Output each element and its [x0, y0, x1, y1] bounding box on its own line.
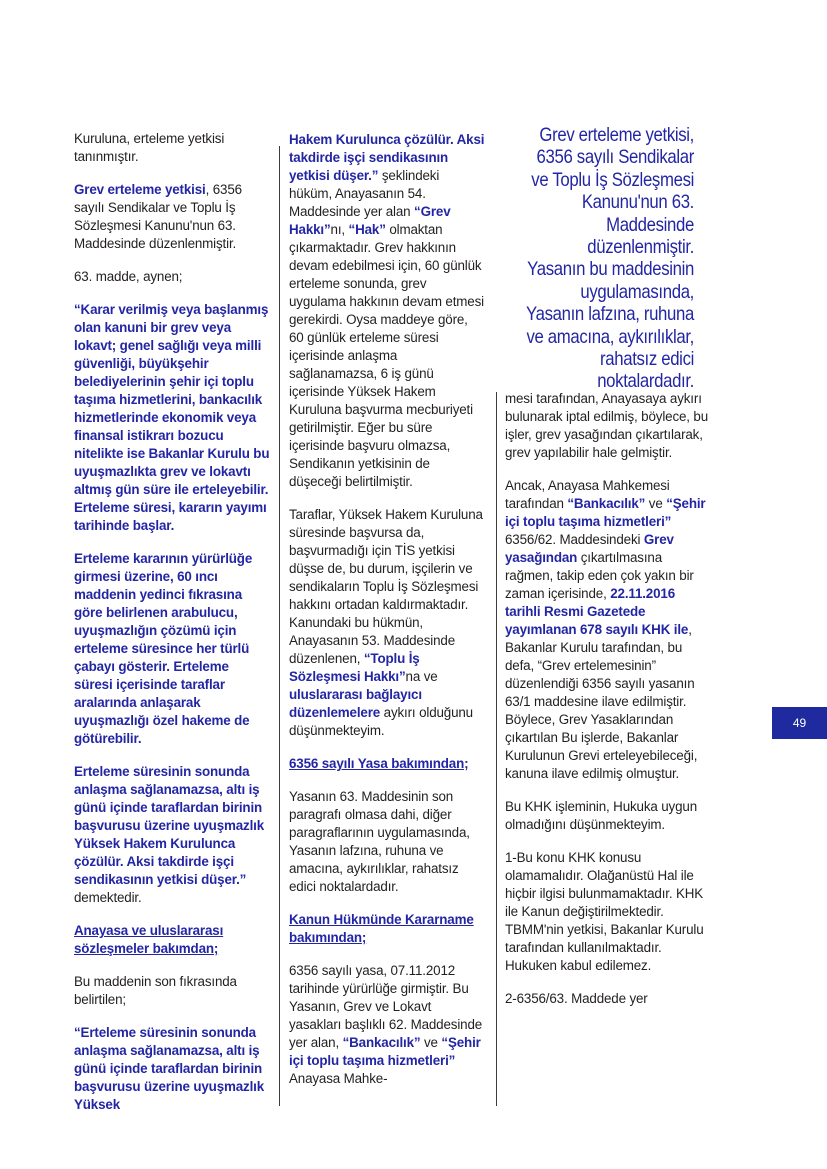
emphasis: “Grev Hakkı”: [289, 204, 451, 237]
text: Anayasa Mahke-: [289, 1071, 388, 1086]
text: Taraflar, Yüksek Hakem Kuruluna süresinde başvursa da, başvurmadığı için TİS yetkisi düşse de, bu durum, işçilerin ve sendikaların Toplu İş Sözleşmesi hakkını ortadan kaldırmaktadır. Kanundaki bu hükmün, Anayasanın 53. Maddesinde düzenlenen,: [289, 507, 483, 666]
column-1: [74, 130, 270, 1129]
section-heading: 6356 sayılı Yasa bakımından;: [289, 756, 469, 771]
column-divider: [279, 146, 280, 1106]
text: Ancak, Anayasa Mahkemesi tarafından: [505, 478, 670, 511]
text: demektedir.: [74, 890, 142, 905]
paragraph: mesi tarafından, Anayasaya aykırı bulunarak iptal edilmiş, böylece, bu işler, grev yasağından çıkartılarak, grev yapılabilir hale gelmiştir.: [505, 391, 709, 460]
paragraph: [74, 763, 270, 907]
paragraph: [289, 506, 485, 740]
section-heading: Kanun Hükmünde Kararname bakımından;: [289, 912, 474, 945]
emphasis: Hakem Kurulunca çözülür. Aksi takdirde işçi sendikasının yetkisi düşer.”: [289, 132, 485, 183]
quote-paragraph: “Erteleme süresinin sonunda anlaşma sağlanamazsa, altı iş günü içinde taraflardan birinin başvurusu üzerine uyuşmazlık Yüksek: [74, 1025, 265, 1112]
paragraph: 63. madde, aynen;: [74, 269, 183, 284]
pull-quote: Grev erteleme yetkisi, 6356 sayılı Sendikalar ve Toplu İş Sözleşmesi Kanunu'nun 63. Maddesinde düzenlenmiştir. Yasanın bu maddesinin uygulamasında, Yasanın lafzına, ruhuna ve amacına, aykırılıklar, rahatsız edici noktalardadır.: [526, 124, 694, 393]
paragraph: [74, 181, 270, 253]
paragraph: Kuruluna, erteleme yetkisi tanınmıştır.: [74, 131, 225, 164]
text: na ve: [405, 669, 438, 684]
emphasis: “Şehir içi toplu taşıma hizmetleri”: [505, 496, 706, 529]
paragraph: 2-6356/63. Maddede yer: [505, 991, 648, 1006]
quote-paragraph: Erteleme kararının yürürlüğe girmesi üzerine, 60 ıncı maddenin yedinci fıkrasına göre belirlenen arabulucu, uyuşmazlığın çözümü için erteleme süresince her türlü çabayı gösterir. Erteleme süresi içerisinde taraflar aralarında anlaşarak uyuşmazlığı özel hakeme de götürebilir.: [74, 551, 253, 746]
text: olmaktan çıkarmaktadır. Grev hakkının devam edebilmesi için, 60 günlük erteleme sonunda, grev uygulama hakkının devam etmesi gerekirdi. Oysa maddeye göre, 60 günlük erteleme süresi içerisinde anlaşma sağlanamazsa, 6 iş günü içerisinde Yüksek Hakem Kuruluna başvurma mecburiyeti getirilmiştir. Eğer bu süre içerisinde başvuru olmazsa, Sendikanın yetkisinin de düşeceği belirtilmiştir.: [289, 222, 484, 489]
emphasis: uluslararası bağlayıcı düzenlemelere: [289, 687, 422, 720]
emphasis: Grev erteleme yetkisi: [74, 182, 206, 197]
emphasis: 22.11.2016 tarihli Resmi Gazetede yayımlanan 678 sayılı KHK ile: [505, 586, 689, 637]
paragraph: [289, 131, 485, 491]
paragraph: Bu maddenin son fıkrasında belirtilen;: [74, 974, 237, 1007]
text: şeklindeki hüküm, Anayasanın 54. Maddesinde yer alan: [289, 168, 440, 219]
emphasis: “Toplu İş Sözleşmesi Hakkı”: [289, 651, 420, 684]
section-heading: Anayasa ve uluslararası sözleşmeler bakımdan;: [74, 923, 224, 956]
text: , Bakanlar Kurulu tarafından, bu defa, “Grev ertelemesinin” düzenlendiği 6356 sayılı yasanın 63/1 maddesine ilave edilmiştir. Böylece, Grev Yasaklarından çıkartılan Bu işlerde, Bakanlar Kurulunun Grevi erteleyebileceği, kanuna ilave edilmiş olmuştur.: [505, 622, 698, 781]
column-3: [505, 390, 710, 1023]
page-number: 49: [772, 707, 827, 739]
emphasis: Erteleme süresinin sonunda anlaşma sağlanamazsa, altı iş günü içinde taraflardan birinin başvurusu üzerine uyuşmazlık Yüksek Hakem Kurulunca çözülür. Aksi takdirde işçi sendikasının yetkisi düşer.”: [74, 764, 265, 887]
emphasis: “Bankacılık”: [567, 496, 646, 511]
emphasis: “Hak”: [348, 222, 386, 237]
emphasis: Grev yasağından: [505, 532, 674, 565]
column-divider: [496, 392, 497, 1106]
text: ve: [420, 1035, 442, 1050]
paragraph: 1-Bu konu KHK konusu olamamalıdır. Olağanüstü Hal ile hiçbir ilgisi bulunmamaktadır. KHK ile Kanun değiştirilmektedir. TBMM'nin yetkisi, Bakanlar Kurulu tarafından kullanılmaktadır. Hukuken kabul edilemez.: [505, 850, 704, 973]
emphasis: “Şehir içi toplu taşıma hizmetleri”: [289, 1035, 481, 1068]
emphasis: “Bankacılık”: [342, 1035, 421, 1050]
paragraph: [505, 477, 710, 783]
text: 6356 sayılı yasa, 07.11.2012 tarihinde yürürlüğe girmiştir. Bu Yasanın, Grev ve Lokavt yasakları başlıklı 62. Maddesinde yer alan,: [289, 963, 483, 1050]
column-2: [289, 131, 485, 1103]
text: aykırı olduğunu düşünmekteyim.: [289, 705, 473, 738]
paragraph: [289, 962, 485, 1088]
text: nı,: [330, 222, 349, 237]
text: ve: [645, 496, 667, 511]
text: 6356/62. Maddesindeki: [505, 532, 644, 547]
text: çıkartılmasına rağmen, takip eden çok yakın bir zaman içerisinde,: [505, 550, 694, 601]
paragraph: Bu KHK işleminin, Hukuka uygun olmadığını düşünmekteyim.: [505, 799, 697, 832]
paragraph: Yasanın 63. Maddesinin son paragrafı olmasa dahi, diğer paragraflarının uygulamasında, Yasanın lafzına, ruhuna ve amacına, aykırılıklar, rahatsız edici noktalardadır.: [289, 789, 470, 894]
quote-paragraph: “Karar verilmiş veya başlanmış olan kanuni bir grev veya lokavt; genel sağlığı veya milli güvenliği, büyükşehir belediyelerinin şehir içi toplu taşıma hizmetlerini, bankacılık hizmetlerinde ekonomik veya finansal istikrarı bozucu nitelikte ise Bakanlar Kurulu bu uyuşmazlıkta grev ve lokavtı altmış gün süre ile erteleyebilir. Erteleme süresi, kararın yayımı tarihinde başlar.: [74, 302, 270, 533]
text: , 6356 sayılı Sendikalar ve Toplu İş Sözleşmesi Kanunu'nun 63. Maddesinde düzenlenmiştir.: [74, 182, 242, 251]
